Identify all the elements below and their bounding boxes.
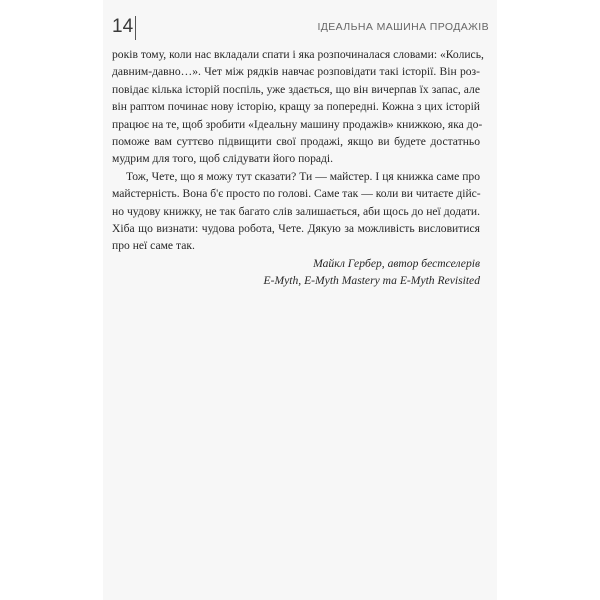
text-line: про неї саме так.	[112, 239, 195, 253]
text-line: мудрим для того, щоб слідувати його пораді.	[112, 152, 334, 166]
book-page	[103, 0, 497, 600]
text-line: повідає кілька історій поспіль, уже здається, що він вичерпав їх запас, але	[112, 82, 480, 96]
body-text	[112, 46, 484, 289]
text-line: давним-давно…». Чет між рядків навчає розповідати такі історії. Він роз-	[112, 65, 480, 79]
text-line: майстерність. Вона б'є просто по голові. Саме так — коли ви читаєте дійс-	[112, 187, 481, 201]
attribution	[112, 255, 480, 290]
text-line: но чудову книжку, не так багато слів залишається, аби щось до неї додати.	[112, 204, 480, 218]
attribution-books: E-Myth, E-Myth Mastery та E-Myth Revisited	[263, 274, 480, 288]
page-number: 14	[112, 16, 134, 37]
text-line: Тож, Чете, що я можу тут сказати? Ти — майстер. І ця книжка саме про	[126, 169, 480, 183]
text-line: років тому, коли нас вкладали спати і яка розпочиналася словами: «Колись,	[112, 48, 484, 61]
header-divider	[135, 16, 136, 40]
text-line: працює на те, щоб зробити «Ідеальну машину продажів» книжкою, яка до-	[112, 117, 483, 131]
text-line: він раптом починає нову історію, кращу за попередні. Кожна з цих історій	[112, 100, 480, 114]
text-line: поможе вам суттєво підвищити свої продажі, якщо ви будете достатньо	[112, 134, 480, 148]
paragraph	[112, 168, 480, 255]
page-header	[103, 16, 497, 42]
paragraph	[112, 46, 484, 168]
running-title: ІДЕАЛЬНА МАШИНА ПРОДАЖІВ	[317, 21, 489, 33]
text-line: Хіба що визнати: чудова робота, Чете. Дякую за можливість висловитися	[112, 221, 480, 235]
attribution-author: Майкл Гербер, автор бестселерів	[313, 256, 480, 270]
